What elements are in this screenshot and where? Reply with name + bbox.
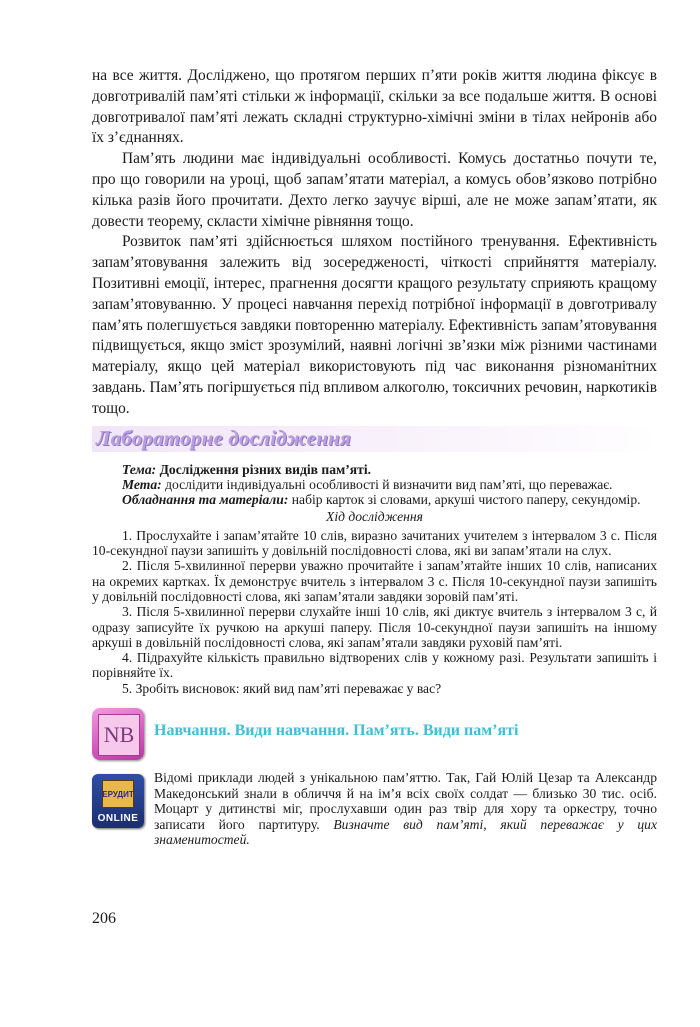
nb-icon <box>92 708 144 760</box>
lab-section <box>92 462 657 696</box>
procedure-step: 3. Після 5-хвилинної перерви слухайте інші 10 слів, які диктує вчитель з інтервалом 3 с, й одразу записуйте їх ручкою на аркуші паперу. Після 10-секундної паузи запишіть на іншому аркуші в довільній послідовності слова, які запам’ятали завдяки руховій пам’яті. <box>92 604 657 650</box>
online-icon-label: ONLINE <box>97 813 139 824</box>
lab-theme <box>92 462 657 477</box>
page-content <box>92 66 657 848</box>
paragraph: Розвиток пам’яті здійснюється шляхом постійного тренування. Ефективність запам’ятовування залежить від зосередженості, чіткості сприйняття матеріалу. Позитивні емоції, інтерес, прагнення досягти кращого результату сприяють кращому запам’ятовуванню. У процесі навчання перехід потрібної інформації в довготривалу пам’ять полегшується завдяки повторенню матеріалу. Ефективність запам’ятовування підвищується, якщо зміст зрозумілий, наявні логічні зв’язки між різними частинами матеріалу, якщо цей матеріал використовують під час виконання різноманітних завдань. Пам’ять погіршується під впливом алкоголю, токсичних речовин, наркотиків тощо. <box>92 233 658 417</box>
goal-text: дослідити індивідуальні особливості й визначити вид пам’яті, що переважає. <box>165 476 613 492</box>
book-icon: ЕРУДИТ <box>102 780 134 808</box>
theme-label: Тема: <box>122 461 157 477</box>
procedure-step: 4. Підрахуйте кількість правильно відтворених слів у кожному разі. Результати запишіть і порівняйте їх. <box>92 650 657 681</box>
main-text <box>92 66 657 420</box>
procedure-step: 5. Зробіть висновок: який вид пам’яті переважає у вас? <box>122 680 442 696</box>
online-body: Відомі приклади людей з унікальною пам’яттю. Так, Гай Юлій Цезар та Александр Македонський знали в обличчя й на ім’я всіх своїх солдат — близько 30 тис. осіб. Моцарт у дитинстві міг, прослухавши один раз твір для хору та оркестру, точно записати його партитуру. <box>154 770 657 832</box>
page-number: 206 <box>92 910 116 927</box>
nb-link-title[interactable]: Навчання. Види навчання. Пам’ять. Види пам’яті <box>154 722 519 739</box>
nb-icon-text: NB <box>98 714 140 756</box>
erudite-online-icon <box>92 774 144 828</box>
paragraph: Пам’ять людини має індивідуальні особливості. Комусь достатньо почути те, про що говорили на уроці, щоб запам’ятати матеріал, а комусь обов’язково потрібно кілька разів його прочитати. Дехто легко заучує вірші, але не може запам’ятати, як довести теорему, скласти хімічне рівняння тощо. <box>92 150 657 230</box>
lab-equipment <box>92 492 657 507</box>
online-box <box>92 770 657 848</box>
nb-link-row <box>92 708 657 764</box>
paragraph: на все життя. Досліджено, що протягом перших п’яти років життя людина фіксує в довготривалій пам’яті стільки ж інформації, скільки за все подальше життя. В основі довготривалої пам’яті лежать складні структурно-хімічні зміни в тілах нейронів або їх з’єднаннях. <box>92 67 657 147</box>
lab-goal <box>92 477 657 492</box>
lab-banner <box>92 426 657 452</box>
online-text <box>154 770 657 848</box>
theme-text: Дослідження різних видів пам’яті. <box>159 461 372 477</box>
lab-banner-title: Лабораторне дослідження <box>96 425 351 450</box>
online-question: Визначте вид пам’яті, який переважає у цих знаменитостей. <box>154 816 657 848</box>
procedure-step: 2. Після 5-хвилинної перерви уважно прочитайте і запам’ятайте інших 10 слів, написаних на окремих картках. Їх демонструє вчитель з інтервалом 3 с. Після 10-секундної паузи запишіть у довільній послідовності слова, які запам’ятали завдяки зоровій пам’яті. <box>92 558 657 604</box>
equipment-label: Обладнання та матеріали: <box>122 492 289 508</box>
procedure-step: 1. Прослухайте і запам’ятайте 10 слів, виразно зачитаних учителем з інтервалом 3 с. Після 10-секундної паузи запишіть у довільній послідовності слова, які ви запам’ятали на слух. <box>92 527 657 559</box>
procedure-title: Хід дослідження <box>326 509 423 525</box>
goal-label: Мета: <box>122 476 162 492</box>
equipment-text: набір карток зі словами, аркуші чистого паперу, секундомір. <box>291 492 641 508</box>
